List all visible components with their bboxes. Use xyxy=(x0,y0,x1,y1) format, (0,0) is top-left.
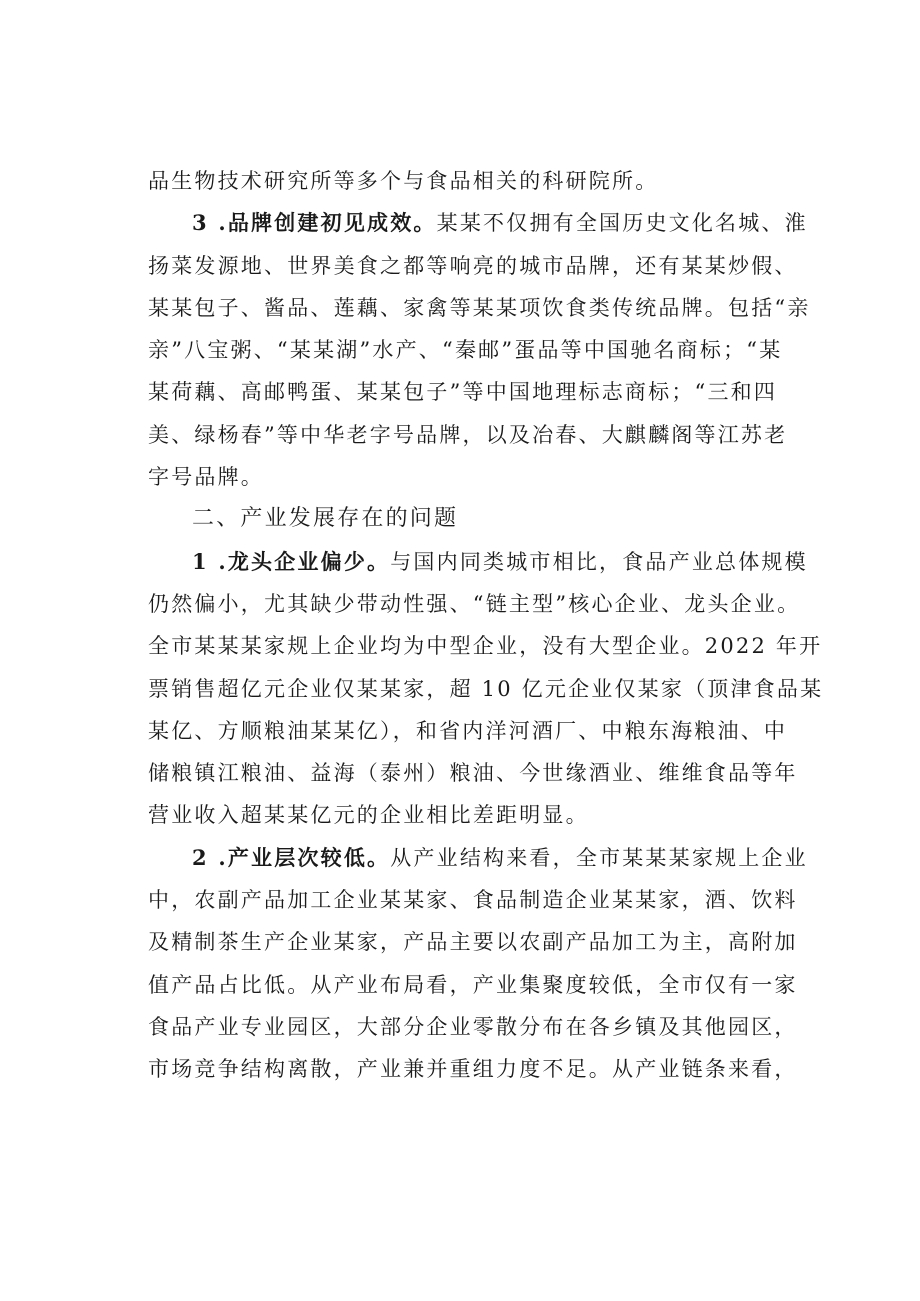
paragraph-line: 票销售超亿元企业仅某某家，超 10 亿元企业仅某家（顶津食品某 xyxy=(148,676,824,701)
paragraph-line xyxy=(148,837,808,879)
paragraph-line: 全市某某某家规上企业均为中型企业，没有大型企业。2022 年开 xyxy=(148,634,823,659)
section-subheading: 2 .产业层次较低。 xyxy=(192,844,391,870)
paragraph-text: 从产业结构来看，全市某某某家规上企业 xyxy=(390,845,808,870)
paragraph-line: 仍然偏小，尤其缺少带动性强、“链主型”核心企业、龙头企业。 xyxy=(148,591,801,616)
paragraph-line: 某荷藕、高邮鸭蛋、某某包子”等中国地理标志商标；“三和四 xyxy=(148,380,778,405)
paragraph-line: 亲”八宝粥、“某某湖”水产、“秦邮”蛋品等中国驰名商标；“某 xyxy=(148,338,783,363)
paragraph-text: 与国内同类城市相比，食品产业总体规模 xyxy=(390,549,808,574)
section-heading: 二、产业发展存在的问题 xyxy=(192,506,459,532)
section-subheading: 3 .品牌创建初见成效。 xyxy=(192,210,437,236)
paragraph-line: 及精制茶生产企业某家，产品主要以农副产品加工为主，高附加 xyxy=(148,930,798,955)
paragraph-line: 品生物技术研究所等多个与食品相关的科研院所。 xyxy=(148,169,659,193)
paragraph-text: 某某不仅拥有全国历史文化名城、淮 xyxy=(436,211,808,236)
document-body xyxy=(148,160,824,1091)
paragraph-line xyxy=(148,202,808,244)
paragraph-line: 美、绿杨春”等中华老字号品牌，以及冶春、大麒麟阁等江苏老 xyxy=(148,422,788,447)
paragraph-line: 营业收入超某某亿元的企业相比差距明显。 xyxy=(148,803,589,828)
paragraph-line: 市场竞争结构离散，产业兼并重组力度不足。从产业链条来看， xyxy=(148,1057,798,1082)
paragraph-line xyxy=(148,541,808,583)
paragraph-line: 食品产业专业园区，大部分企业零散分布在各乡镇及其他园区， xyxy=(148,1014,798,1039)
paragraph-line: 字号品牌。 xyxy=(148,465,264,490)
paragraph-line: 中，农副产品加工企业某某家、食品制造企业某某家，酒、饮料 xyxy=(148,888,798,913)
paragraph-line: 某亿、方顺粮油某某亿），和省内洋河酒厂、中粮东海粮油、中 xyxy=(148,718,788,743)
section-subheading: 1 .龙头企业偏少。 xyxy=(192,548,391,574)
paragraph-line: 扬菜发源地、世界美食之都等响亮的城市品牌，还有某某炒假、 xyxy=(148,253,798,278)
paragraph-line: 值产品占比低。从产业布局看，产业集聚度较低，全市仅有一家 xyxy=(148,972,798,997)
paragraph-line: 某某包子、酱品、莲藕、家禽等某某项饮食类传统品牌。包括“亲 xyxy=(148,295,811,320)
paragraph-line: 储粮镇江粮油、益海（泰州）粮油、今世缘酒业、维维食品等年 xyxy=(148,761,798,786)
